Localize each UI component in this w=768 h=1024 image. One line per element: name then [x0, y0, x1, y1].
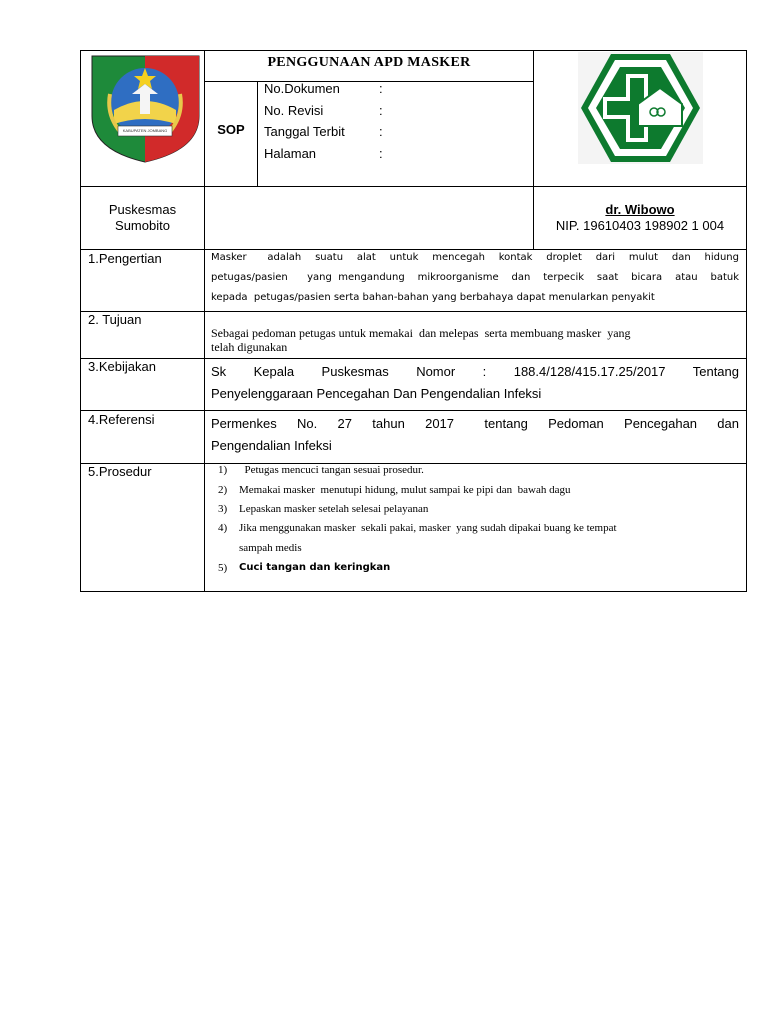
- prosedur-step-5-text: Cuci tangan dan keringkan: [239, 562, 391, 573]
- referensi-line-2: Pengendalian Infeksi: [211, 438, 332, 453]
- referensi-line-1: Permenkes No. 27 tahun 2017 tentang Pedoman Pencegahan dan: [211, 416, 739, 431]
- prosedur-step-5-num: 5): [218, 562, 228, 574]
- document-title: PENGGUNAAN APD MASKER: [267, 55, 471, 70]
- puskesmas-logo: [578, 52, 703, 164]
- signatory-nip: NIP. 19610403 198902 1 004: [555, 218, 725, 233]
- meta-label-no-revisi: No. Revisi: [264, 103, 324, 118]
- kabupaten-logo: [88, 54, 203, 164]
- section-label-prosedur: 5.Prosedur: [88, 464, 152, 479]
- prosedur-step-1-text: Petugas mencuci tangan sesuai prosedur.: [239, 464, 424, 476]
- puskesmas-cross-icon: [578, 52, 703, 164]
- meta-sep-tanggal-terbit: :: [379, 124, 383, 139]
- prosedur-step-4-num: 4): [218, 522, 228, 534]
- meta-label-no-dokumen: No.Dokumen: [264, 81, 340, 96]
- table-border-right: [746, 50, 747, 592]
- kabupaten-logo-text: KABUPATEN JOMBANG: [122, 128, 168, 133]
- col-divider-sop: [257, 81, 258, 186]
- row-divider-header: [80, 186, 747, 187]
- kabupaten-crest-icon: [88, 54, 203, 164]
- meta-sep-no-revisi: :: [379, 103, 383, 118]
- sop-label: SOP: [217, 122, 245, 137]
- prosedur-step-3-text: Lepaskan masker setelah selesai pelayanan: [239, 503, 429, 515]
- kebijakan-line-1: Sk Kepala Puskesmas Nomor : 188.4/128/415.17.25/2017 Tentang: [211, 364, 739, 379]
- signatory-name: dr. Wibowo: [605, 202, 675, 217]
- pengertian-line-3: kepada petugas/pasien serta bahan-bahan yang berbahaya dapat menularkan penyakit: [211, 292, 655, 303]
- section-label-referensi: 4.Referensi: [88, 412, 155, 427]
- tujuan-line-1: Sebagai pedoman petugas untuk memakai dan melepas serta membuang masker yang: [211, 326, 631, 340]
- prosedur-step-4-continuation: sampah medis: [239, 542, 302, 554]
- prosedur-step-1-num: 1): [218, 464, 228, 476]
- row-divider-pengertian: [80, 311, 747, 312]
- prosedur-step-4-text: Jika menggunakan masker sekali pakai, masker yang sudah dipakai buang ke tempat: [239, 522, 617, 534]
- section-label-tujuan: 2. Tujuan: [88, 312, 142, 327]
- prosedur-step-3-num: 3): [218, 503, 228, 515]
- institution-name-line1: Puskesmas: [108, 202, 177, 217]
- tujuan-line-2: telah digunakan: [211, 340, 288, 354]
- table-border-bottom: [80, 591, 747, 592]
- table-border-top: [80, 50, 747, 51]
- pengertian-line-1: Masker adalah suatu alat untuk mencegah kontak droplet dari mulut dan hidung: [211, 252, 739, 263]
- prosedur-step-2-num: 2): [218, 484, 228, 496]
- prosedur-step-2-text: Memakai masker menutupi hidung, mulut sampai ke pipi dan bawah dagu: [239, 484, 571, 496]
- pengertian-line-2: petugas/pasien yang mengandung mikroorganisme dan terpecik saat bicara atau batuk: [211, 272, 739, 283]
- row-divider-kebijakan: [80, 410, 747, 411]
- meta-label-tanggal-terbit: Tanggal Terbit: [264, 124, 345, 139]
- section-label-pengertian: 1.Pengertian: [88, 251, 162, 266]
- row-divider-tujuan: [80, 358, 747, 359]
- meta-label-halaman: Halaman: [264, 146, 317, 161]
- institution-name-line2: Sumobito: [115, 218, 170, 233]
- row-divider-signature: [80, 249, 747, 250]
- table-border-left: [80, 50, 81, 592]
- kebijakan-line-2: Penyelenggaraan Pencegahan Dan Pengendalian Infeksi: [211, 386, 542, 401]
- meta-sep-no-dokumen: :: [379, 81, 383, 96]
- section-label-kebijakan: 3.Kebijakan: [88, 359, 156, 374]
- title-row-divider: [204, 81, 533, 82]
- meta-sep-halaman: :: [379, 146, 383, 161]
